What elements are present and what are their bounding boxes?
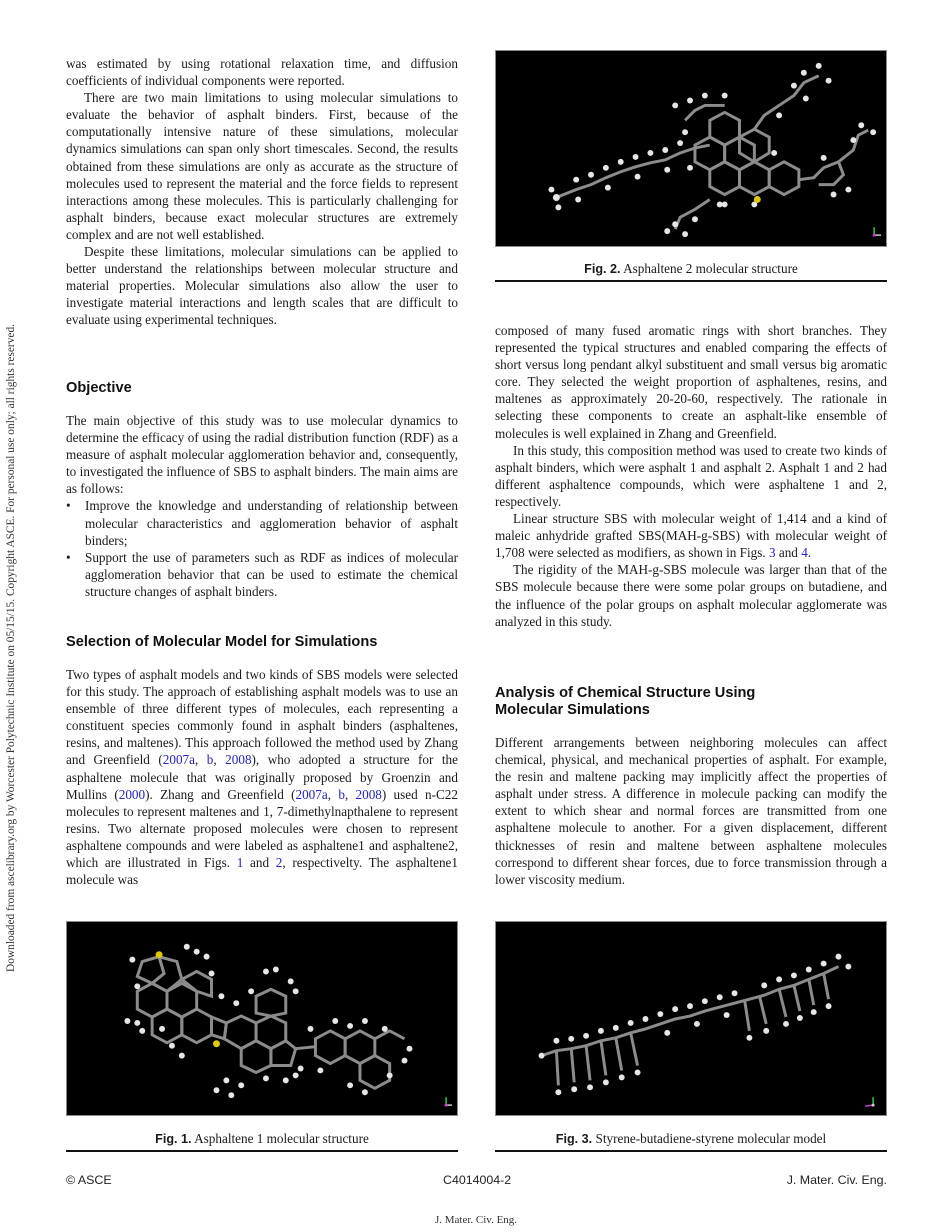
sbs-paragraph: Linear structure SBS with molecular weight of 1,414 and a kind of maleic anhydride grafted SBS(MAH-g-SBS) with molecular weight of 1,708 were selected as modifiers, as shown in Figs. 3 and 4. (495, 511, 887, 561)
study-paragraph: In this study, this composition method was used to create two kinds of asphalt binders, which were asphalt 1 and asphalt 2. Asphalt 1 and 2 had different asphaltence compounds, which were asphaltene 1 and 2, respectively. (495, 442, 887, 509)
objective-section (66, 412, 458, 600)
limitations-paragraph: There are two main limitations to using molecular simulations to evaluate the behavior of asphalt binders. First, because of the computationally intensive nature of these simulations, molecular dynamics simulations can span only short timescales. Second, the results obtained from these simulations are only as accurate as the structure of molecules used to represent the material and the force fields to represent interactions among these molecules. This is particularly challenging for asphalt binders, because exact molecular structures are extremely complex and are not well established. (66, 90, 458, 242)
fig1-link[interactable]: 1 (236, 855, 244, 871)
footer-journal: J. Mater. Civ. Eng. (786, 1173, 887, 1187)
left-column-top (66, 55, 458, 329)
fig3-label: Fig. 3. (555, 1132, 593, 1146)
fig2-caption-text: Asphaltene 2 molecular structure (623, 261, 798, 276)
despite-paragraph: Despite these limitations, molecular simulations can be applied to better understand the relationships between molecular structure and material properties. Molecular simulations also allow the user to investigate material interactions and length scales that are difficult to evaluate using experimental techniques. (66, 244, 458, 328)
objective-heading: Objective (66, 380, 132, 396)
fig3-caption (495, 1131, 887, 1147)
objective-paragraph: The main objective of this study was to use molecular dynamics to determine the efficacy of using the radial distribution function (RDF) as a measure of asphalt molecular agglomeration behavior and, consequently, to investigated the influence of SBS to asphalt binders. The main aims are as follows: (66, 413, 458, 497)
ref-link-2000[interactable]: 2000 (118, 786, 146, 802)
ref-link-2008[interactable]: 2008 (225, 752, 252, 768)
fig1-label: Fig. 1. (155, 1132, 192, 1146)
fig2-link[interactable]: 2 (275, 855, 283, 871)
ref-link-2007a[interactable]: 2007a (295, 786, 328, 802)
axis-gizmo-icon (873, 227, 881, 236)
footer-article-id: C4014004-2 (443, 1173, 512, 1187)
selection-paragraph: Two types of asphalt models and two kinds of SBS models were selected for this study. The approach of establishing asphalt models was to use an ensemble of three different types of molecules, each representing a constituent species commonly found in asphalt binders (asphaltenes, resins, and maltenes). This approach followed the method used by Zhang and Greenfield (2007a, b, 2008), who adopted a structure for the asphaltene molecule that was originally proposed by Groenzin and Mullins (2000). Zhang and Greenfield (2007a, b, 2008) used n-C22 molecules to represent maltenes and 1, 7-dimethylnapthalene to represent resins. Two alternate proposed molecules were chosen to represent asphaltene compounds and were labeled as asphaltene1 and asphaltene2, which are illustrated in Figs. 1 and 2, respectivelty. The asphaltene1 molecule was (66, 667, 459, 888)
fig2-caption (495, 261, 887, 277)
selection-section (66, 666, 458, 888)
fig1-image (66, 921, 458, 1116)
selection-continuation: composed of many fused aromatic rings with short branches. They represented the typical structures and enabled comparing the effects of short versus long pendant alkyl substituent and small versus big aromatic core. They selected the weight proportion of asphaltenes, resins, and maltenes as approximately 20-20-60, respectively. The rationale in selecting these components to create an asphalt-like ensemble of molecules is well explained in Zhang and Greenfield. (495, 323, 887, 441)
fig1-caption-text: Asphaltene 1 molecular structure (194, 1131, 369, 1146)
aim-item: • Improve the knowledge and understanding of relationship between molecular characteristics and agglomeration behavior of asphalt binders; (66, 497, 458, 548)
fig1-caption (66, 1131, 458, 1147)
ref-link-2007b[interactable]: b (338, 786, 345, 802)
fig4-link[interactable]: 4 (801, 545, 808, 561)
axis-gizmo-icon (865, 1097, 874, 1106)
asphaltene1-molecule-icon (67, 922, 457, 1115)
fig2-image (495, 50, 887, 247)
bottom-journal-note: J. Mater. Civ. Eng. (434, 1214, 518, 1226)
aim-item: • Support the use of parameters such as RDF as indices of molecular agglomeration behavior that can be used to estimate the chemical structure changes of asphalt binders. (66, 549, 458, 600)
fig1-rule (66, 1150, 458, 1152)
download-watermark: Downloaded from ascelibrary.org by Worcester Polytechnic Institute on 05/15/15. Copyright ASCE. For personal use only; all rights reserved. (5, 323, 17, 972)
analysis-section (495, 734, 887, 888)
analysis-heading: Analysis of Chemical Structure Using Molecular Simulations (495, 685, 756, 718)
aims-list (66, 497, 458, 600)
fig3-link[interactable]: 3 (768, 545, 776, 561)
fig2-label: Fig. 2. (584, 262, 621, 276)
ref-link-2007b[interactable]: b (206, 752, 214, 768)
fig3-image (495, 921, 887, 1116)
fig2-rule (495, 280, 887, 282)
sbs-molecule-icon (496, 922, 886, 1115)
ref-link-2007a[interactable]: 2007a (162, 752, 195, 768)
footer-copyright: © ASCE (66, 1173, 112, 1187)
analysis-paragraph: Different arrangements between neighboring molecules can affect chemical, physical, and mechanical properties of asphalt. For example, the resin and maltene packing may implicitly affect the properties of asphalt under stress. A difference in molecule packing can modify the extent to which shear and normal forces are transmitted from one asphaltene molecule to another. For a given displacement, different thicknesses of resin and maltene between asphaltene molecules correspond to different shear forces, due to force transmission through a lower viscosity medium. (495, 735, 887, 887)
fig3-rule (495, 1150, 887, 1152)
asphaltene2-molecule-icon (496, 51, 886, 246)
ref-link-2008[interactable]: 2008 (355, 786, 382, 802)
selection-heading: Selection of Molecular Model for Simulations (66, 634, 378, 650)
axis-gizmo-icon (445, 1097, 452, 1106)
right-column-top (495, 322, 887, 630)
intro-continuation: was estimated by using rotational relaxation time, and diffusion coefficients of individual components were reported. (66, 56, 458, 89)
rigidity-paragraph: The rigidity of the MAH-g-SBS molecule was larger than that of the SBS molecule because there were some polar groups on butadiene, and the influence of the polar groups on asphalt molecular agglomerate was analyzed in this study. (495, 562, 887, 629)
fig3-caption-text: Styrene-butadiene-styrene molecular model (595, 1131, 827, 1146)
